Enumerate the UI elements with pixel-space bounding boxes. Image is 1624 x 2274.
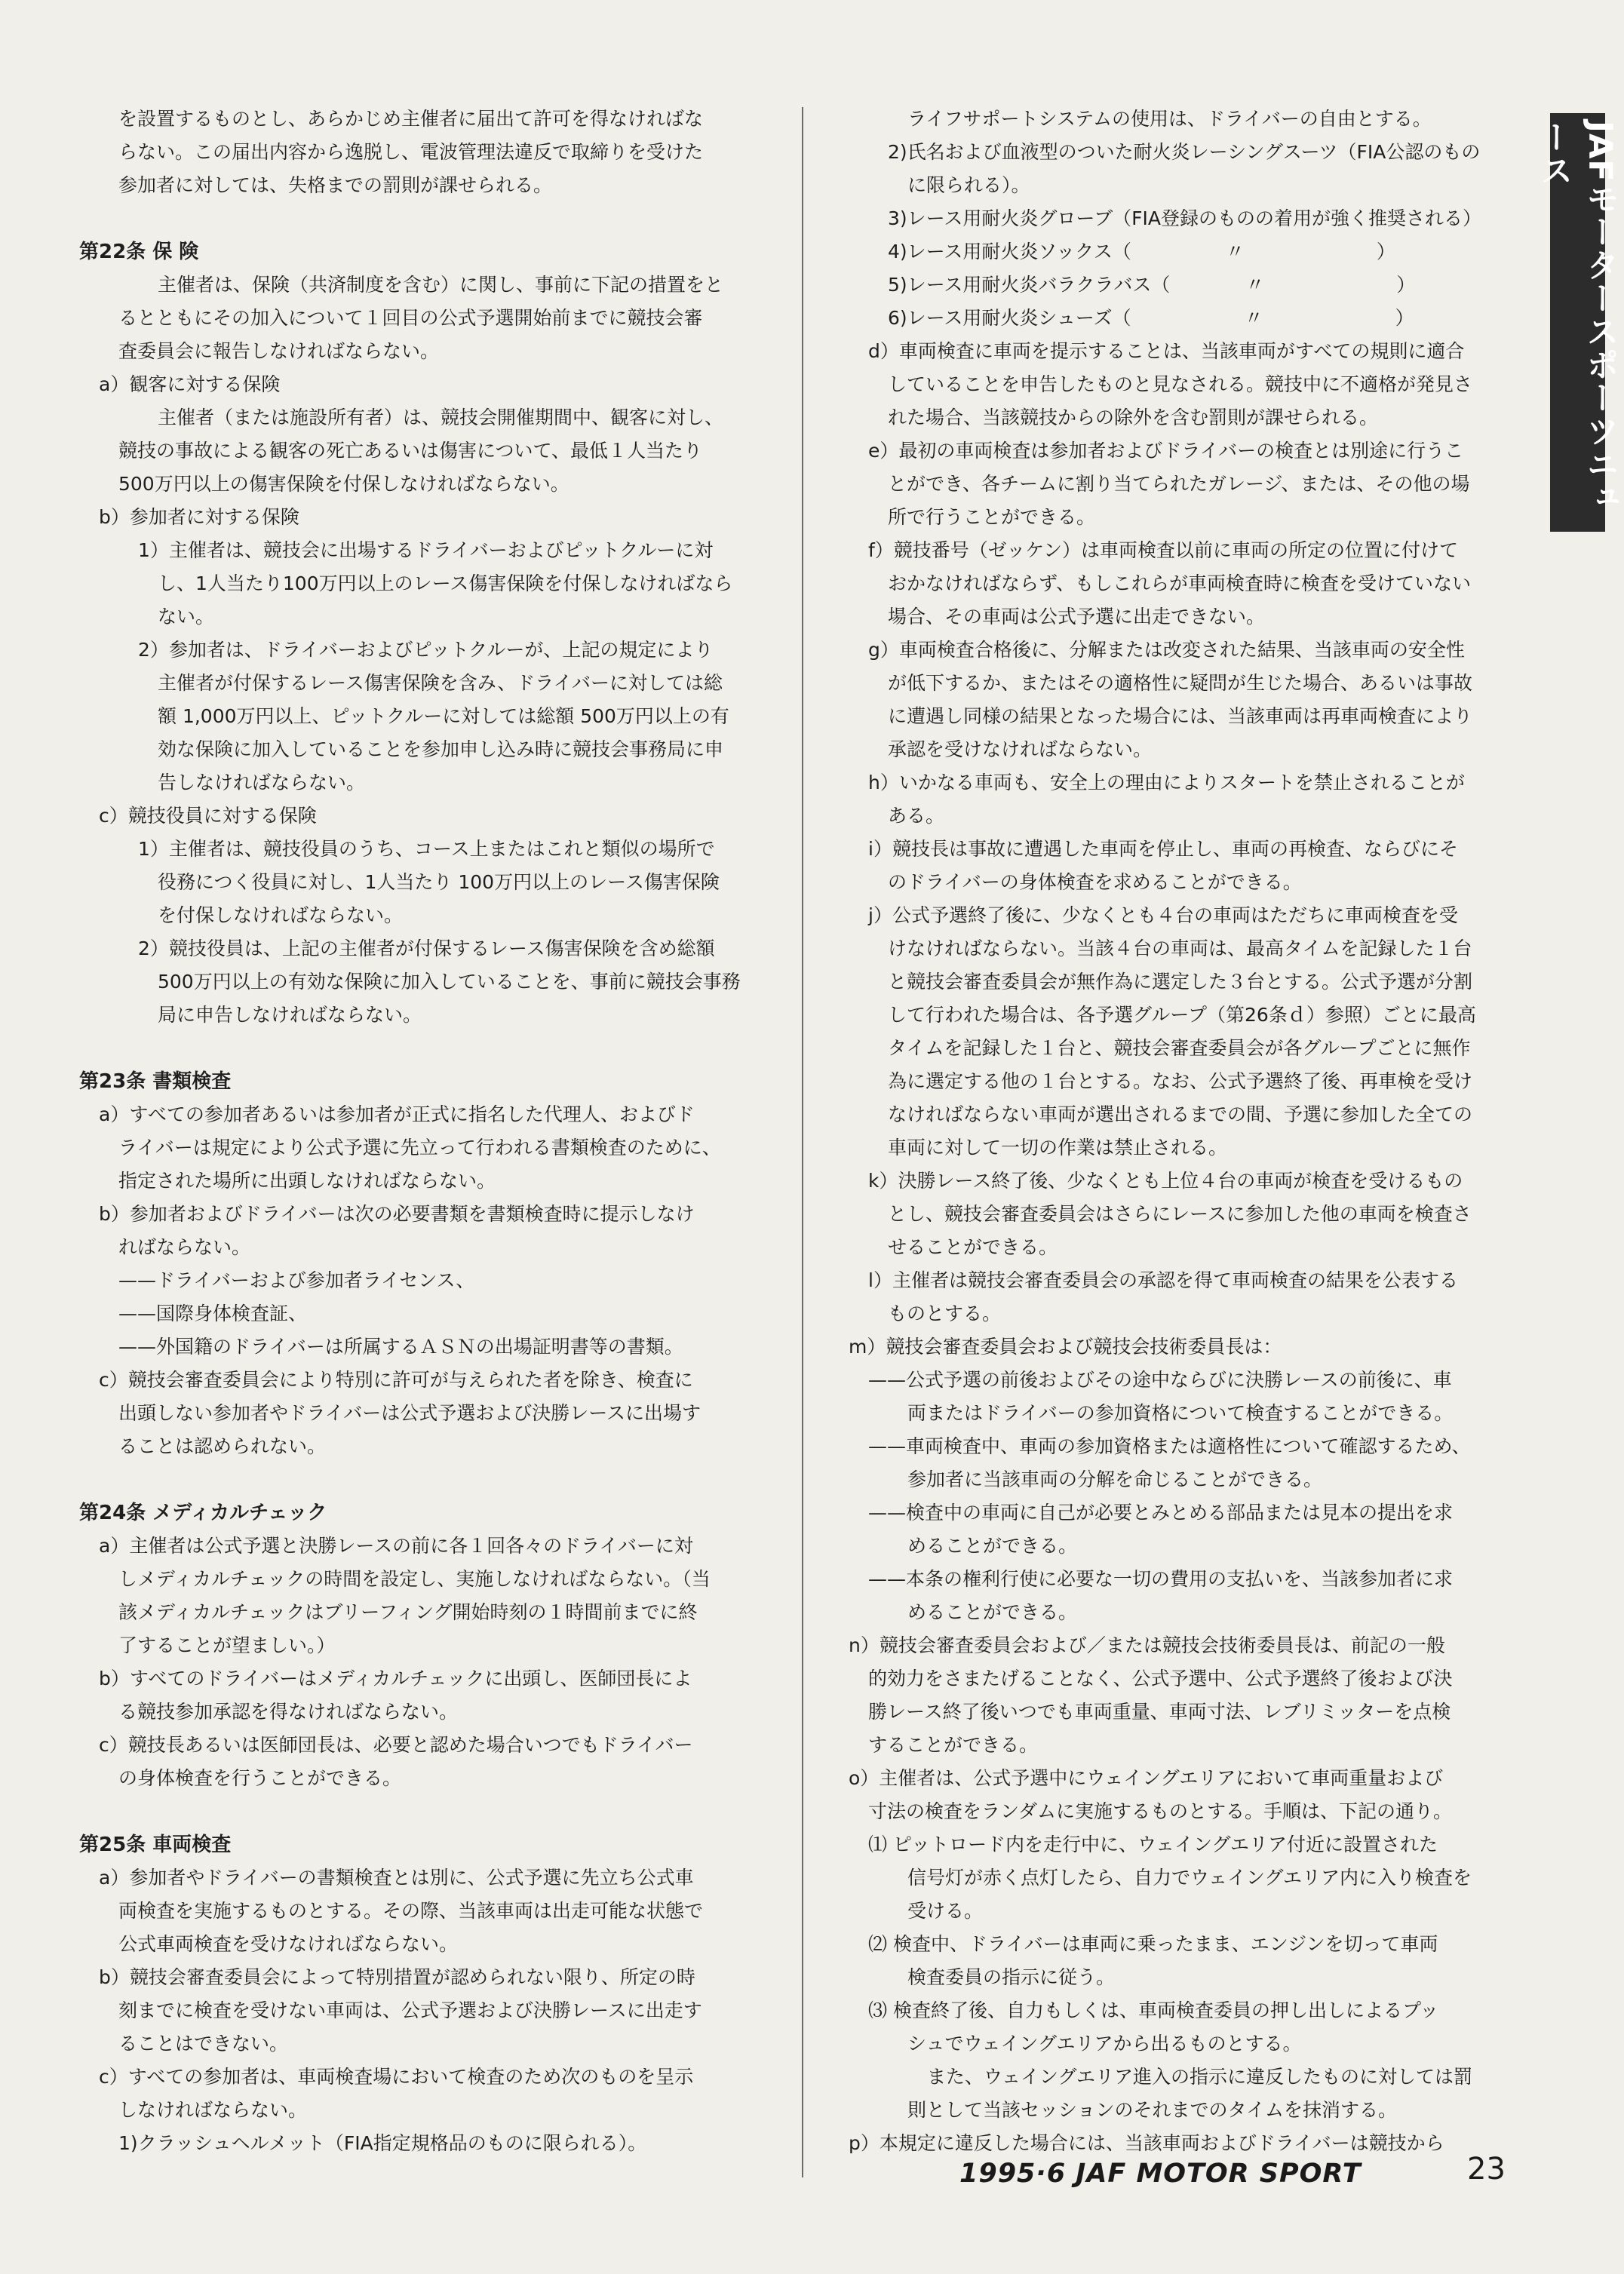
text-line: ——国際身体検査証、 [118, 1303, 308, 1324]
text-line: 査委員会に報告しなければならない。 [118, 340, 440, 362]
text-line [79, 1463, 758, 1496]
text-line: るとともにその加入について１回目の公式予選開始前までに競技会審 [118, 307, 703, 329]
left-column [79, 103, 758, 2160]
text-line: g）車両検査合格後に、分解または改変された結果、当該車両の安全性 [868, 639, 1465, 661]
text-line: しメディカルチェックの時間を設定し、実施しなければならない。（当 [118, 1568, 711, 1590]
text-line: シュでウェイングエリアから出るものとする。 [907, 2033, 1302, 2055]
text-line: i）競技長は事故に遭遇した車両を停止し、車両の再検査、ならびにそ [868, 838, 1458, 860]
text-line: とし、競技会審査委員会はさらにレースに参加した他の車両を検査さ [888, 1203, 1472, 1225]
text-line: ることは認められない。 [118, 1435, 327, 1457]
text-line: ものとする。 [888, 1303, 1002, 1324]
text-line: せることができる。 [888, 1236, 1058, 1258]
text-line: ——公式予選の前後およびその途中ならびに決勝レースの前後に、車 [868, 1369, 1452, 1391]
text-line: していることを申告したものと見なされる。競技中に不適格が発見さ [888, 373, 1473, 395]
right-column [849, 103, 1527, 2160]
text-line: l）主催者は競技会審査委員会の承認を得て車両検査の結果を公表する [868, 1269, 1458, 1291]
text-line: ある。 [888, 805, 945, 827]
text-line: 4)レース用耐火炎ソックス（ 〃 ） [888, 241, 1395, 262]
text-line: 寸法の検査をランダムに実施するものとする。手順は、下記の通り。 [868, 1800, 1453, 1822]
text-line: c）競技役員に対する保険 [99, 805, 317, 827]
text-line: を付保しなければならない。 [158, 904, 404, 926]
text-line: ——車両検査中、車両の参加資格または適格性について確認するため、 [868, 1435, 1471, 1457]
text-line: ることはできない。 [118, 2033, 289, 2055]
text-line: ⑵ 検査中、ドライバーは車両に乗ったまま、エンジンを切って車両 [868, 1933, 1438, 1955]
text-line: ⑴ ピットロード内を走行中に、ウェイングエリア付近に設置された [868, 1834, 1438, 1855]
text-line: る競技参加承認を得なければならない。 [118, 1701, 459, 1723]
text-line: 1)クラッシュヘルメット（FIA指定規格品のものに限られる）。 [118, 2132, 647, 2154]
text-line: n）競技会審査委員会および／または競技会技術委員長は、前記の一般 [849, 1634, 1445, 1656]
text-line: 該メディカルチェックはブリーフィング開始時刻の１時間前までに終 [118, 1601, 698, 1623]
text-line: ——検査中の車両に自己が必要とみとめる部品または見本の提出を求 [868, 1502, 1454, 1524]
text-line: 2）競技役員は、上記の主催者が付保するレース傷害保険を含め総額 [138, 938, 715, 959]
footer-magazine-title: 1995·6 JAF MOTOR SPORT [959, 2159, 1362, 2189]
text-line: と競技会審査委員会が無作為に選定した３台とする。公式予選が分割 [888, 971, 1473, 993]
text-line: ない。 [158, 606, 215, 628]
text-line: c）競技会審査委員会により特別に許可が与えられた者を除き、検査に [99, 1369, 693, 1391]
text-line: タイムを記録した１台と、競技会審査委員会が各グループごとに無作 [888, 1037, 1471, 1059]
text-line: 指定された場所に出頭しなければならない。 [118, 1170, 496, 1192]
text-line: a）参加者やドライバーの書類検査とは別に、公式予選に先立ち公式車 [99, 1867, 694, 1889]
text-line: 額 1,000万円以上、ピットクルーに対しては総額 500万円以上の有 [158, 705, 729, 727]
column-divider [802, 107, 803, 2177]
text-line: 所で行うことができる。 [888, 506, 1096, 528]
text-line: f）競技番号（ゼッケン）は車両検査以前に車両の所定の位置に付けて [868, 539, 1459, 561]
text-line: 車両に対して一切の作業は禁止される。 [888, 1137, 1228, 1158]
text-line: また、ウェイングエリア進入の指示に違反したものに対しては罰 [927, 2066, 1473, 2088]
text-line: 了することが望ましい。） [118, 1634, 336, 1656]
text-line: a）観客に対する保険 [99, 373, 281, 395]
text-line: 局に申告しなければならない。 [158, 1004, 422, 1026]
text-line: 参加者に対しては、失格までの罰則が課せられる。 [118, 174, 553, 196]
text-line: m）競技会審査委員会および競技会技術委員長は： [849, 1336, 1282, 1358]
text-line: k）決勝レース終了後、少なくとも上位４台の車両が検査を受けるもの [868, 1170, 1463, 1192]
text-line: 受ける。 [907, 1900, 984, 1922]
text-line: b）参加者に対する保険 [99, 506, 299, 528]
text-line: 告しなければならない。 [158, 772, 366, 793]
text-line: 500万円以上の傷害保険を付保しなければならない。 [118, 473, 569, 495]
text-line: b）参加者およびドライバーは次の必要書類を書類検査時に提示しなけ [99, 1203, 695, 1225]
text-line: 承認を受けなければならない。 [888, 738, 1153, 760]
text-line: 主催者が付保するレース傷害保険を含み、ドライバーに対しては総 [158, 672, 723, 694]
article-heading: 第23条 書類検査 [79, 1070, 232, 1093]
text-line: のドライバーの身体検査を求めることができる。 [888, 871, 1302, 893]
text-line [79, 202, 758, 235]
text-line: おかなければならず、もしこれらが車両検査時に検査を受けていない [888, 572, 1472, 594]
text-line: とができ、各チームに割り当てられたガレージ、または、その他の場 [888, 473, 1470, 495]
text-line: 6)レース用耐火炎シューズ（ 〃 ） [888, 307, 1414, 329]
text-line: 1）主催者は、競技役員のうち、コース上またはこれと類似の場所で [138, 838, 715, 860]
text-line: ——本条の権利行使に必要な一切の費用の支払いを、当該参加者に求 [868, 1568, 1454, 1590]
section-tab: JAFモータースポーツニュース [1550, 113, 1605, 532]
text-line: らない。この届出内容から逸脱し、電波管理法違反で取締りを受けた [118, 141, 704, 163]
text-line: ——ドライバーおよび参加者ライセンス、 [118, 1269, 475, 1291]
text-line: ⑶ 検査終了後、自力もしくは、車両検査委員の押し出しによるプッ [868, 1999, 1439, 2021]
text-line: なければならない車両が選出されるまでの間、予選に参加した全ての [888, 1103, 1473, 1125]
text-line: 効な保険に加入していることを参加申し込み時に競技会事務局に申 [158, 738, 724, 760]
text-line: p）本規定に違反した場合には、当該車両およびドライバーは競技から [849, 2132, 1444, 2154]
text-line: c）競技長あるいは医師団長は、必要と認めた場合いつでもドライバー [99, 1734, 693, 1756]
text-line: 信号灯が赤く点灯したら、自力でウェイングエリア内に入り検査を [907, 1867, 1472, 1889]
text-line: 500万円以上の有効な保険に加入していることを、事前に競技会事務 [158, 971, 741, 993]
text-line: a）主催者は公式予選と決勝レースの前に各１回各々のドライバーに対 [99, 1535, 693, 1557]
text-line: ライバーは規定により公式予選に先立って行われる書類検査のために、 [118, 1137, 721, 1158]
text-line: が低下するか、またはその適格性に疑問が生じた場合、あるいは事故 [888, 672, 1473, 694]
text-line: d）車両検査に車両を提示することは、当該車両がすべての規則に適合 [868, 340, 1465, 362]
text-line: b）競技会審査委員会によって特別措置が認められない限り、所定の時 [99, 1966, 695, 1988]
text-line: して行われた場合は、各予選グループ（第26条ｄ）参照）ごとに最高 [888, 1004, 1476, 1026]
text-line: o）主催者は、公式予選中にウェイングエリアにおいて車両重量および [849, 1767, 1444, 1789]
text-line: しなければならない。 [118, 2099, 308, 2121]
text-line: ライフサポートシステムの使用は、ドライバーの自由とする。 [907, 108, 1432, 130]
text-line: 2）参加者は、ドライバーおよびピットクルーが、上記の規定により [138, 639, 714, 661]
text-line [79, 1795, 758, 1828]
text-line: h）いかなる車両も、安全上の理由によりスタートを禁止されることが [868, 772, 1465, 793]
text-line: a）すべての参加者あるいは参加者が正式に指名した代理人、およびド [99, 1103, 695, 1125]
text-line: 検査委員の指示に従う。 [907, 1966, 1116, 1988]
text-line: めることができる。 [907, 1601, 1078, 1623]
text-line: ——外国籍のドライバーは所属するＡＳＮの出場証明書等の書類。 [118, 1336, 683, 1358]
text-line: れた場合、当該競技からの除外を含む罰則が課せられる。 [888, 407, 1379, 428]
text-line: 則として当該セッションのそれまでのタイムを抹消する。 [907, 2099, 1398, 2121]
text-line: 場合、その車両は公式予選に出走できない。 [888, 606, 1266, 628]
text-line: 勝レース終了後いつでも車両重量、車両寸法、レブリミッターを点検 [868, 1701, 1451, 1723]
text-line: 公式車両検査を受けなければならない。 [118, 1933, 459, 1955]
text-line: 役務につく役員に対し、1人当たり 100万円以上のレース傷害保険 [158, 871, 720, 893]
article-heading: 第24条 メディカルチェック [79, 1502, 327, 1524]
page-number: 23 [1467, 2152, 1506, 2187]
text-line: 出頭しない参加者やドライバーは公式予選および決勝レースに出場す [118, 1402, 701, 1424]
text-line: 的効力をさまたげることなく、公式予選中、公式予選終了後および決 [868, 1668, 1453, 1689]
text-line: 5)レース用耐火炎バラクラバス（ 〃 ） [888, 274, 1416, 296]
text-line: 主催者は、保険（共済制度を含む）に関し、事前に下記の措置をと [158, 274, 724, 296]
text-line: けなければならない。当該４台の車両は、最高タイムを記録した１台 [888, 938, 1472, 959]
text-line: し、1人当たり100万円以上のレース傷害保険を付保しなければなら [158, 572, 733, 594]
text-line [79, 1032, 758, 1065]
text-line: 1）主催者は、競技会に出場するドライバーおよびピットクルーに対 [138, 539, 714, 561]
text-line: を設置するものとし、あらかじめ主催者に届出て許可を得なければな [118, 108, 704, 130]
article-heading: 第22条 保 険 [79, 241, 199, 263]
text-line: e）最初の車両検査は参加者およびドライバーの検査とは別途に行うこ [868, 440, 1464, 462]
text-line: b）すべてのドライバーはメディカルチェックに出頭し、医師団長によ [99, 1668, 692, 1689]
text-line: に遭遇し同様の結果となった場合には、当該車両は再車両検査により [888, 705, 1473, 727]
text-line: 為に選定する他の１台とする。なお、公式予選終了後、再車検を受け [888, 1070, 1473, 1092]
text-line: ればならない。 [118, 1236, 251, 1258]
text-line: j）公式予選終了後に、少なくとも４台の車両はただちに車両検査を受 [868, 904, 1458, 926]
text-line: c）すべての参加者は、車両検査場において検査のため次のものを呈示 [99, 2066, 694, 2088]
text-line: 刻までに検査を受けない車両は、公式予選および決勝レースに出走す [118, 1999, 702, 2021]
article-heading: 第25条 車両検査 [79, 1834, 232, 1856]
text-line: 主催者（または施設所有者）は、競技会開催期間中、観客に対し、 [158, 407, 724, 428]
text-line: 3)レース用耐火炎グローブ（FIA登録のものの着用が強く推奨される） [888, 207, 1482, 229]
text-line: の身体検査を行うことができる。 [118, 1767, 402, 1789]
text-line: 2)氏名および血液型のついた耐火炎レーシングスーツ（FIA公認のもの [888, 141, 1481, 163]
text-line: 競技の事故による観客の死亡あるいは傷害について、最低１人当たり [118, 440, 703, 462]
text-line: 両またはドライバーの参加資格について検査することができる。 [907, 1402, 1454, 1424]
text-line: することができる。 [868, 1734, 1039, 1756]
text-line: 参加者に当該車両の分解を命じることができる。 [907, 1468, 1323, 1490]
text-line: 両検査を実施するものとする。その際、当該車両は出走可能な状態で [118, 1900, 704, 1922]
text-line: めることができる。 [907, 1535, 1078, 1557]
text-line: に限られる）。 [907, 174, 1030, 196]
